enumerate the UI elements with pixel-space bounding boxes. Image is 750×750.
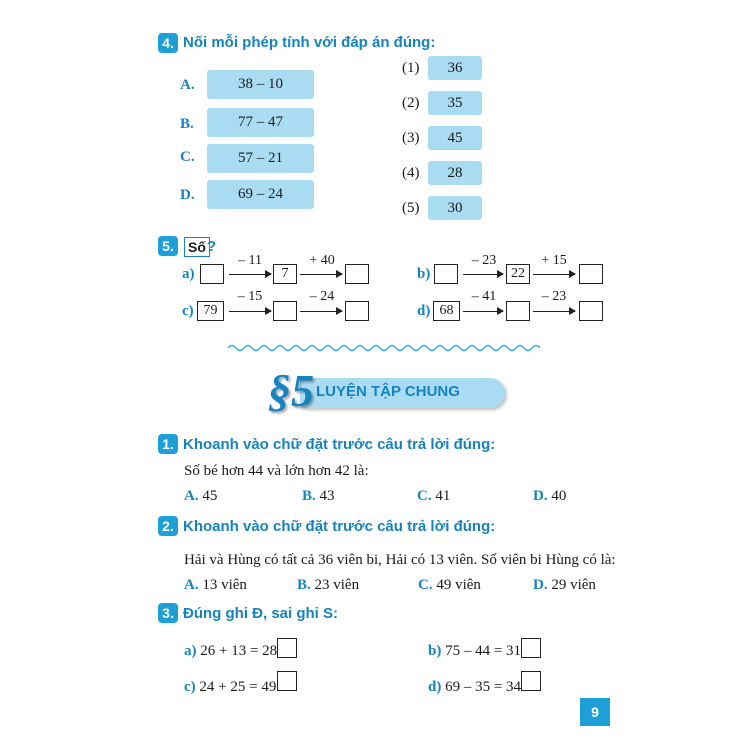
choice-item[interactable]: [418, 577, 481, 594]
chain-label: c): [182, 303, 194, 319]
exercise-number-badge: 1.: [158, 434, 178, 454]
answer-box[interactable]: 45: [428, 126, 482, 150]
expression-box[interactable]: 38 – 10: [207, 70, 314, 99]
choice-letter: C.: [418, 577, 433, 593]
choice-text: 23 viên: [310, 577, 360, 593]
choice-text: 29 viên: [547, 577, 596, 593]
section-number: §5: [268, 365, 314, 416]
arrow: [300, 311, 342, 312]
number-box[interactable]: [579, 264, 603, 284]
choice-item[interactable]: [417, 488, 450, 505]
answer-box[interactable]: 30: [428, 196, 482, 220]
chain-label: d): [417, 303, 431, 319]
answer-box[interactable]: 36: [428, 56, 482, 80]
number-box[interactable]: 7: [273, 264, 297, 284]
chain-label: b): [417, 266, 431, 282]
choice-text: 41: [431, 488, 451, 504]
equation-item: [428, 643, 521, 660]
operation-label: – 24: [309, 289, 335, 304]
operation-label: – 23: [471, 253, 497, 268]
choice-text: 43: [315, 488, 335, 504]
option-letter: C.: [180, 149, 195, 165]
question-text: Số bé hơn 44 và lớn hơn 42 là:: [184, 463, 369, 479]
choice-item[interactable]: [297, 577, 359, 594]
so-label-box: Số: [184, 237, 210, 257]
question-text: Hải và Hùng có tất cả 36 viên bi, Hải có 13 viên. Số viên bi Hùng có là:: [184, 552, 616, 568]
chain-label: a): [182, 266, 195, 282]
operation-label: – 15: [237, 289, 263, 304]
exercise-number-badge: 5.: [158, 236, 178, 256]
expression-box[interactable]: 77 – 47: [207, 108, 314, 137]
expression-box[interactable]: 69 – 24: [207, 180, 314, 209]
answer-label: (5): [402, 200, 420, 216]
choice-letter: D.: [533, 577, 548, 593]
exercise-title: Khoanh vào chữ đặt trước câu trả lời đúng:: [183, 436, 496, 453]
option-letter: D.: [180, 187, 195, 203]
answer-label: (2): [402, 95, 420, 111]
choice-letter: A.: [184, 577, 199, 593]
choice-text: 13 viên: [198, 577, 247, 593]
wavy-divider: [228, 343, 540, 353]
arrow: [533, 311, 575, 312]
option-letter: A.: [180, 77, 195, 93]
arrow: [463, 274, 503, 275]
choice-letter: A.: [184, 488, 199, 504]
equation-item: [184, 679, 276, 696]
equation-text: 69 – 35 = 34: [441, 679, 522, 695]
arrow: [463, 311, 503, 312]
choice-letter: B.: [302, 488, 316, 504]
choice-item[interactable]: [533, 488, 566, 505]
arrow: [300, 274, 342, 275]
answer-label: (3): [402, 130, 420, 146]
choice-text: 45: [198, 488, 218, 504]
answer-label: (1): [402, 60, 420, 76]
item-label: a): [184, 643, 197, 659]
operation-label: + 40: [309, 253, 335, 268]
true-false-box[interactable]: [277, 638, 297, 658]
true-false-box[interactable]: [521, 671, 541, 691]
true-false-box[interactable]: [277, 671, 297, 691]
choice-letter: C.: [417, 488, 432, 504]
arrow: [533, 274, 575, 275]
exercise-number-badge: 4.: [158, 33, 178, 53]
number-box[interactable]: [345, 301, 369, 321]
section-title: LUYỆN TẬP CHUNG: [316, 383, 460, 400]
operation-label: – 23: [541, 289, 567, 304]
page-number: 9: [580, 698, 610, 726]
answer-box[interactable]: 35: [428, 91, 482, 115]
arrow: [229, 311, 271, 312]
equation-item: [184, 643, 277, 660]
choice-letter: D.: [533, 488, 548, 504]
choice-item[interactable]: [184, 488, 217, 505]
exercise-title: Đúng ghi Đ, sai ghi S:: [183, 605, 338, 622]
answer-label: (4): [402, 165, 420, 181]
number-box[interactable]: 68: [433, 301, 460, 321]
exercise-number-badge: 3.: [158, 603, 178, 623]
equation-text: 26 + 13 = 28: [196, 643, 278, 659]
number-box[interactable]: 79: [197, 301, 224, 321]
equation-item: [428, 679, 521, 696]
operation-label: – 11: [238, 253, 262, 268]
arrow: [229, 274, 271, 275]
item-label: c): [184, 679, 196, 695]
item-label: b): [428, 643, 442, 659]
item-label: d): [428, 679, 442, 695]
true-false-box[interactable]: [521, 638, 541, 658]
number-box[interactable]: [579, 301, 603, 321]
choice-item[interactable]: [533, 577, 596, 594]
exercise-title: Khoanh vào chữ đặt trước câu trả lời đúng:: [183, 518, 496, 535]
exercise-title: Nối mỗi phép tính với đáp án đúng:: [183, 34, 436, 51]
choice-text: 40: [547, 488, 567, 504]
number-box[interactable]: 22: [506, 264, 530, 284]
equation-text: 75 – 44 = 31: [441, 643, 522, 659]
question-mark: ?: [207, 238, 217, 255]
exercise-number-badge: 2.: [158, 516, 178, 536]
operation-label: – 41: [471, 289, 497, 304]
choice-letter: B.: [297, 577, 311, 593]
number-box[interactable]: [345, 264, 369, 284]
operation-label: + 15: [541, 253, 567, 268]
equation-text: 24 + 25 = 49: [195, 679, 277, 695]
answer-box[interactable]: 28: [428, 161, 482, 185]
expression-box[interactable]: 57 – 21: [207, 144, 314, 173]
option-letter: B.: [180, 116, 194, 132]
choice-item[interactable]: [302, 488, 335, 505]
choice-text: 49 viên: [432, 577, 481, 593]
choice-item[interactable]: [184, 577, 247, 594]
